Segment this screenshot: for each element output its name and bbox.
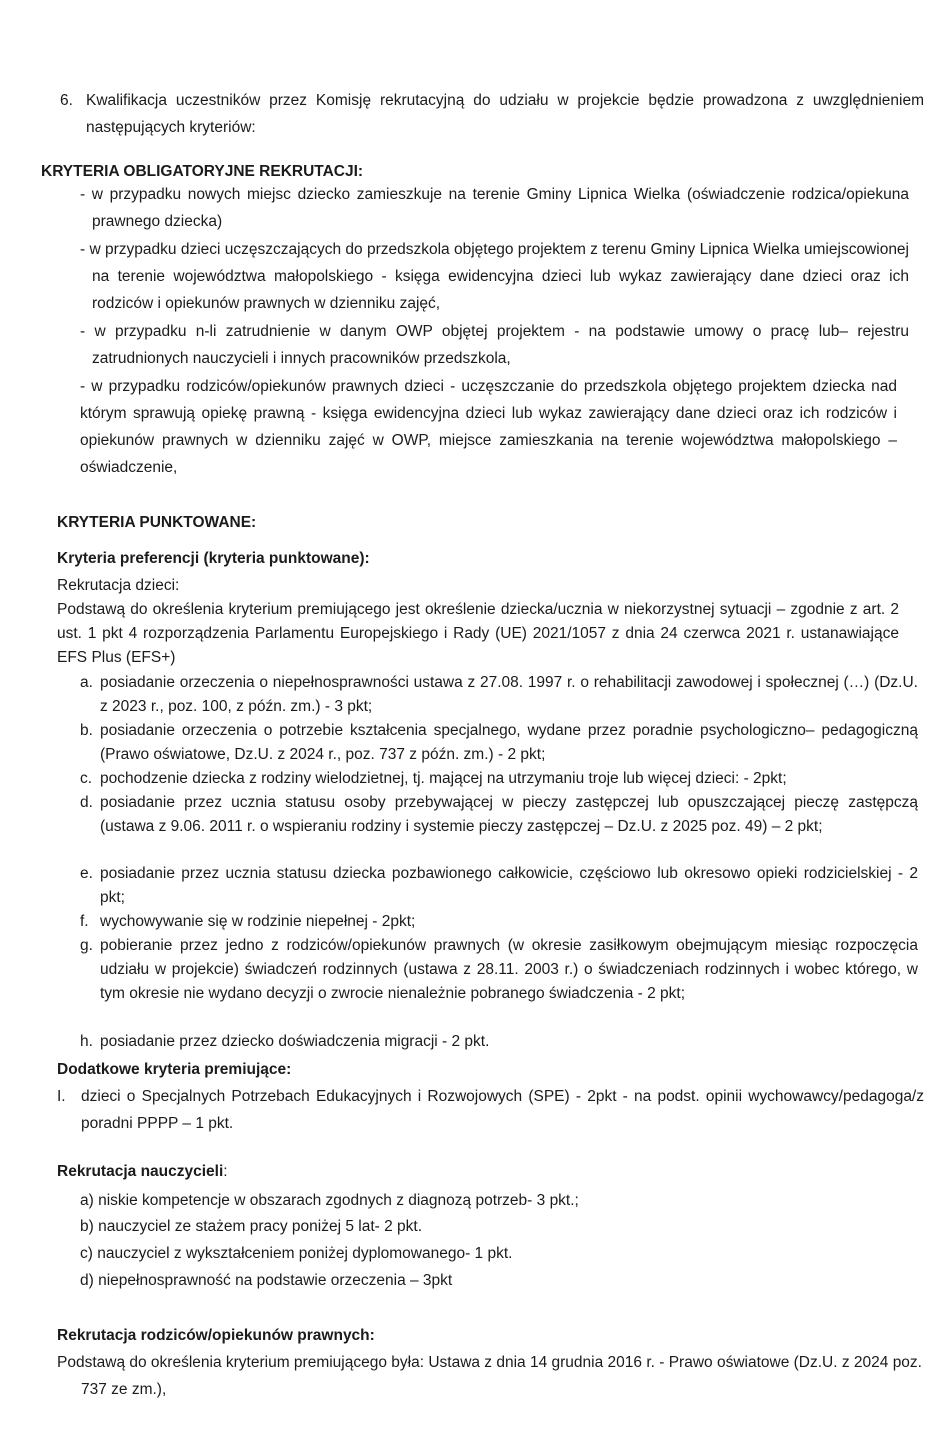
teacher-item-c: c) nauczyciel z wykształceniem poniżej dyplomowanego- 1 pkt. <box>80 1245 513 1262</box>
scored-heading: KRYTERIA PUNKTOWANE: <box>57 514 257 531</box>
additional-item-1-text: dzieci o Specjalnych Potrzebach Edukacyjnych i Rozwojowych (SPE) - 2pkt - na podst. opinii wychowawcy/pedagoga/z poradni PPPP – 1 pkt. <box>81 1088 924 1132</box>
criterion-d-text: posiadanie przez ucznia statusu osoby przebywającej w pieczy zastępczej lub opuszczającej pieczę zastępczą (ustawa z 9.06. 2011 r. o wspieraniu rodziny i systemie pieczy zastępczej – Dz.U. z 2025 poz. 49) – 2 pkt; <box>100 794 918 835</box>
additional-item-1 <box>57 1083 924 1137</box>
criterion-g-text: pobieranie przez jedno z rodziców/opiekunów prawnych (w okresie zasiłkowym obejmującym miesiąc rozpoczęcia udziału w projekcie) świadczeń rodzinnych (ustawa z 28.11. 2003 r.) o świadczeniach rodzinnych i wobec którego, w tym okresie nie wydano decyzji o zwrocie nienależnie pobranego świadczenia - 2 pkt; <box>100 937 918 1002</box>
teachers-heading-text: Rekrutacja nauczycieli <box>57 1163 224 1180</box>
criterion-c-label: c. <box>80 770 93 787</box>
teacher-item-b: b) nauczyciel ze stażem pracy poniżej 5 lat- 2 pkt. <box>80 1218 423 1235</box>
criterion-c-text: pochodzenie dziecka z rodziny wielodzietnej, tj. mającej na utrzymaniu troje lub więcej dzieci: - 2pkt; <box>100 770 787 787</box>
criterion-h-label: h. <box>80 1033 93 1050</box>
criterion-f-label: f. <box>80 913 89 930</box>
obligatory-item-1: - w przypadku nowych miejsc dziecko zamieszkuje na terenie Gminy Lipnica Wielka (oświadczenie rodzica/opiekuna prawnego dziecka) <box>80 186 909 230</box>
criterion-e-label: e. <box>80 865 93 882</box>
teacher-item-d: d) niepełnosprawność na podstawie orzeczenia – 3pkt <box>80 1272 453 1289</box>
criterion-h <box>80 1030 918 1054</box>
teacher-item-a: a) niskie kompetencje w obszarach zgodnych z diagnozą potrzeb- 3 pkt.; <box>80 1192 579 1209</box>
teachers-heading <box>57 1158 657 1185</box>
criterion-f-text: wychowywanie się w rodzinie niepełnej - 2pkt; <box>100 913 416 930</box>
additional-item-1-label: I. <box>57 1088 66 1105</box>
additional-heading: Dodatkowe kryteria premiujące: <box>57 1061 292 1078</box>
criterion-g <box>80 934 918 1006</box>
point-6-text: Kwalifikacja uczestników przez Komisję rekrutacyjną do udziału w projekcie będzie prowadzona z uwzględnieniem następujących kryteriów: <box>86 92 924 136</box>
criterion-e <box>80 862 918 910</box>
criterion-b <box>80 719 918 767</box>
obligatory-item-2: - w przypadku dzieci uczęszczających do przedszkola objętego projektem z terenu Gminy Lipnica Wielka umiejscowionej na terenie województwa małopolskiego - księga ewidencyjna dzieci lub wykaz zawierający dane dzieci oraz ich rodziców i opiekunów prawnych w dzienniku zajęć, <box>80 241 909 312</box>
obligatory-heading: KRYTERIA OBLIGATORYJNE REKRUTACJI: <box>41 163 364 180</box>
teachers-heading-colon: : <box>223 1163 228 1180</box>
criterion-a-label: a. <box>80 674 93 691</box>
parents-heading: Rekrutacja rodziców/opiekunów prawnych: <box>57 1327 375 1344</box>
criterion-b-text: posiadanie orzeczenia o potrzebie kształcenia specjalnego, wydane przez poradnie psychologiczno– pedagogiczną (Prawo oświatowe, Dz.U. z 2024 r., poz. 737 z późn. zm.) - 2 pkt; <box>100 722 918 763</box>
criterion-g-label: g. <box>80 937 93 954</box>
children-intro: Podstawą do określenia kryterium premiującego jest określenie dziecka/ucznia w niekorzystnej sytuacji – zgodnie z art. 2 ust. 1 pkt 4 rozporządzenia Parlamentu Europejskiego i Rady (UE) 2021/1057 z dnia 24 czerwca 2021 r. ustanawiające EFS Plus (EFS+) <box>57 601 899 666</box>
criterion-a <box>80 671 918 719</box>
preferences-heading: Kryteria preferencji (kryteria punktowane): <box>57 550 370 567</box>
point-6 <box>60 87 924 141</box>
obligatory-item-4: - w przypadku rodziców/opiekunów prawnych dzieci - uczęszczanie do przedszkola objętego projektem dziecka nad którym sprawują opiekę prawną - księga ewidencyjna dzieci lub wykaz zawierający dane dzieci oraz ich rodziców i opiekunów prawnych w dzienniku zajęć w OWP, miejsce zamieszkania na terenie województwa małopolskiego – oświadczenie, <box>80 378 897 476</box>
criterion-f <box>80 910 918 934</box>
point-6-number: 6. <box>60 92 73 109</box>
obligatory-item-3: - w przypadku n-li zatrudnienie w danym OWP objętej projektem - na podstawie umowy o pracę lub– rejestru zatrudnionych nauczycieli i innych pracowników przedszkola, <box>80 323 909 367</box>
children-heading: Rekrutacja dzieci: <box>57 577 180 594</box>
criterion-a-text: posiadanie orzeczenia o niepełnosprawności ustawa z 27.08. 1997 r. o rehabilitacji zawodowej i społecznej (…) (Dz.U. z 2023 r., poz. 100, z późn. zm.) - 3 pkt; <box>100 674 918 715</box>
criterion-c <box>80 767 918 791</box>
parents-text: Podstawą do określenia kryterium premiującego była: Ustawa z dnia 14 grudnia 2016 r. - Prawo oświatowe (Dz.U. z 2024 poz. 737 ze zm.), <box>57 1354 922 1398</box>
criterion-e-text: posiadanie przez ucznia statusu dziecka pozbawionego całkowicie, częściowo lub okresowo opieki rodzicielskiej - 2 pkt; <box>100 865 918 906</box>
criterion-d <box>80 791 918 839</box>
criterion-d-label: d. <box>80 794 93 811</box>
criterion-b-label: b. <box>80 722 93 739</box>
criterion-h-text: posiadanie przez dziecko doświadczenia migracji - 2 pkt. <box>100 1033 490 1050</box>
